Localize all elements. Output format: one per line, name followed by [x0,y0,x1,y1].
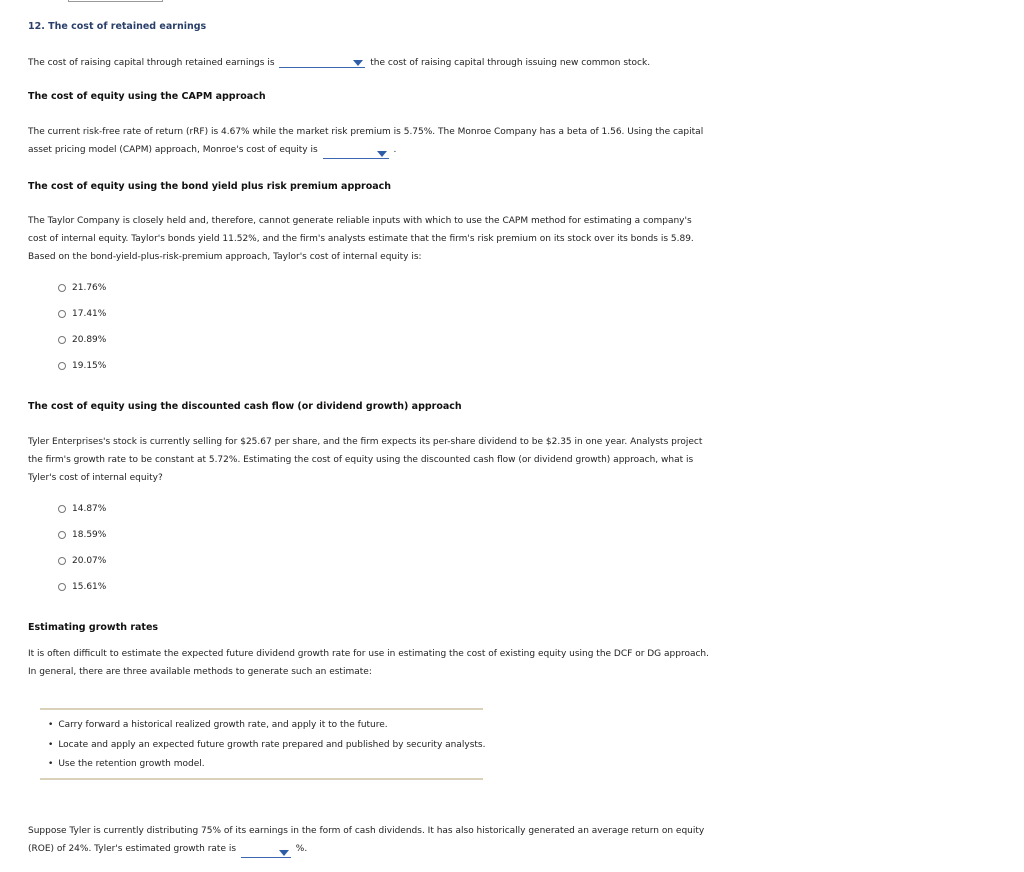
growth-rate-dropdown[interactable] [241,846,291,858]
radio-button[interactable] [58,284,66,292]
list-item: • Carry forward a historical realized growth rate, and apply it to the future. [48,720,388,730]
retained-vs-new-stock-dropdown[interactable] [279,56,365,68]
intro-text-after: the cost of raising capital through issuing new common stock. [370,58,651,68]
previous-answer-box [68,0,163,2]
bond-line-1: The Taylor Company is closely held and, therefore, cannot generate reliable inputs with which to use the CAPM method for estimating a company's [28,216,692,226]
intro-text-before: The cost of raising capital through retained earnings is [28,58,275,68]
chevron-down-icon [377,151,387,157]
dcf-option-3[interactable]: 20.07% [58,556,106,566]
chevron-down-icon [353,60,363,66]
radio-button[interactable] [58,505,66,513]
dcf-line-2: the firm's growth rate to be constant at 5.72%. Estimating the cost of equity using the discounted cash flow (or dividend growth) approach, what is [28,455,694,465]
dcf-paragraph [28,433,702,487]
chevron-down-icon [279,850,289,856]
dcf-option-2[interactable]: 18.59% [58,530,106,540]
radio-button[interactable] [58,362,66,370]
growth-line-1: It is often difficult to estimate the expected future dividend growth rate for use in estimating the cost of existing equity using the DCF or DG approach. [28,649,709,659]
capm-paragraph [28,123,703,159]
radio-button[interactable] [58,531,66,539]
section-title: 12. The cost of retained earnings [28,21,207,32]
final-line-1: Suppose Tyler is currently distributing 75% of its earnings in the form of cash dividends. It has also historically generated an average return on equity [28,826,705,836]
bond-option-4[interactable]: 19.15% [58,361,106,371]
capm-heading: The cost of equity using the CAPM approach [28,91,266,102]
dcf-line-1: Tyler Enterprises's stock is currently selling for $25.67 per share, and the firm expects its per-share dividend to be $2.35 in one year. Analysts project [28,437,703,447]
list-item: • Locate and apply an expected future growth rate prepared and published by security analysts. [48,740,485,750]
dcf-option-1[interactable]: 14.87% [58,504,106,514]
radio-button[interactable] [58,336,66,344]
capm-line-2: asset pricing model (CAPM) approach, Monroe's cost of equity is . [28,141,703,159]
bond-option-2[interactable]: 17.41% [58,309,106,319]
capm-cost-of-equity-dropdown[interactable] [323,147,389,159]
bond-paragraph [28,212,694,266]
list-item: • Use the retention growth model. [48,759,205,769]
final-paragraph [28,822,704,858]
radio-button[interactable] [58,583,66,591]
bond-option-1[interactable]: 21.76% [58,283,106,293]
radio-button[interactable] [58,310,66,318]
growth-heading: Estimating growth rates [28,622,159,633]
dcf-option-4[interactable]: 15.61% [58,582,106,592]
final-line-2: (ROE) of 24%. Tyler's estimated growth rate is %. [28,840,704,858]
growth-line-2: In general, there are three available methods to generate such an estimate: [28,667,372,677]
growth-methods-box [40,708,486,780]
bond-heading: The cost of equity using the bond yield plus risk premium approach [28,181,392,192]
dcf-heading: The cost of equity using the discounted cash flow (or dividend growth) approach [28,401,462,412]
bond-option-3[interactable]: 20.89% [58,335,106,345]
radio-button[interactable] [58,557,66,565]
bond-line-2: cost of internal equity. Taylor's bonds yield 11.52%, and the firm's analysts estimate that the firm's risk premium on its stock over its bonds is 5.89. [28,234,694,244]
intro-sentence [28,56,650,68]
growth-paragraph [28,645,709,681]
dcf-line-3: Tyler's cost of internal equity? [28,473,163,483]
bond-line-3: Based on the bond-yield-plus-risk-premium approach, Taylor's cost of internal equity is: [28,252,422,262]
capm-line-1: The current risk-free rate of return (rRF) is 4.67% while the market risk premium is 5.75%. The Monroe Company has a beta of 1.56. Using the capital [28,127,704,137]
